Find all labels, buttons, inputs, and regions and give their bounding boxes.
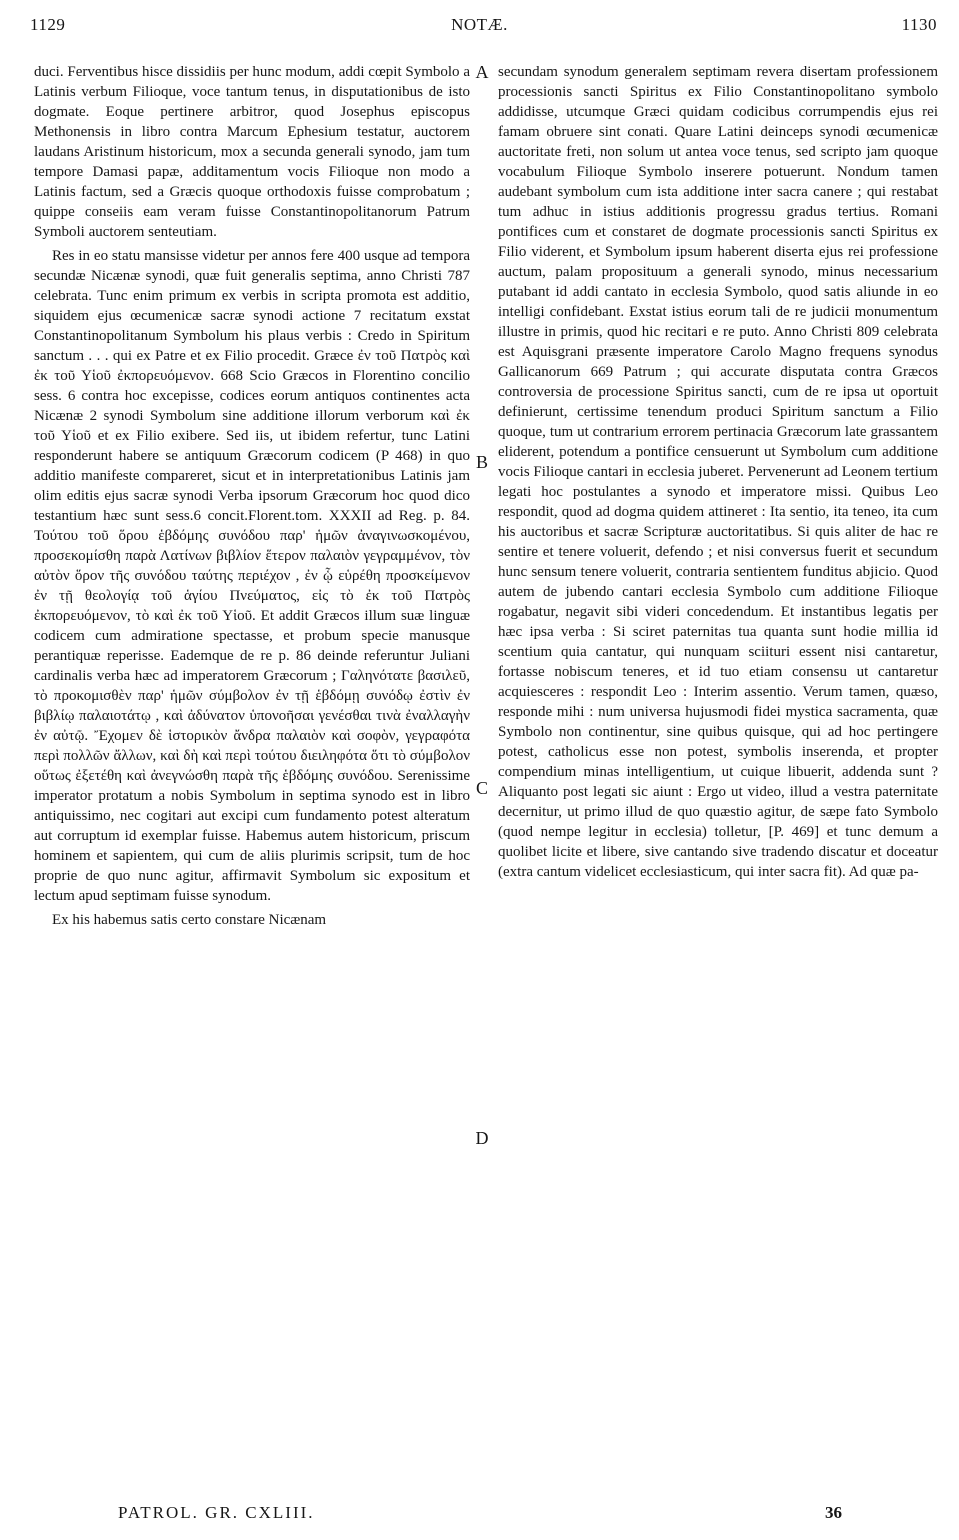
right-page-number: 1130: [901, 15, 937, 34]
margin-marker-a: A: [475, 62, 489, 82]
left-text-column: [34, 62, 470, 930]
margin-marker-b: B: [475, 452, 488, 472]
footer-signature: 36: [825, 1503, 842, 1522]
running-title: NOTÆ.: [451, 15, 508, 34]
left-page-number: 1129: [30, 15, 66, 34]
footer-series: PATROL. GR. CXLIII.: [118, 1503, 315, 1522]
left-paragraph-2: Res in eo statu mansisse videtur per annos fere 400 usque ad tempora secundæ Nicænæ synodi, quæ fuit generalis septima, anno Christi 787 celebrata. Tunc enim primum ex verbis in scripta promota est additio, siquidem ejus œcumenicæ sacræ synodi actione 7 recitatum exstat Constantinopolitanum Symbolum his plaus verbis : Credo in Spiritum sanctum . . . qui ex Patre et ex Filio procedit. Græce ἐν τοῦ Πατρὸς καὶ ἐκ τοῦ Υἱοῦ ἐκπορευόμενον. 668 Scio Græcos in Florentino concilio sess. 6 contra hoc excepisse, codices eorum antiquos continentes acta Nicænæ 2 synodi Symbolum sine additione illorum verborum καὶ ἐκ τοῦ Υἱοῦ et ex Filio exibere. Sed iis, ut ibidem refertur, tunc Latini responderunt habere se antiquum Græcorum codicem (P 468) in quo additio manifeste compareret, sicut et in interpretationibus Latinis jam olim editis ejus sacræ synodi Verba ipsorum Græcorum hoc quod dico testantium hæc sunt sess.6 concit.Florent.tom. XXXII ad Reg. p. 84. Τούτου τοῦ ὅρου ἑβδόμης συνόδου παρ' ἡμῶν ἀναγινωσκομένου, προσεκομίσθη παρὰ Λατίνων βιβλίον ἕτερον παλαιὸν γεγραμμένον, τὸν αὐτὸν ὅρον τῆς συνόδου ταύτης περιέχον , ἐν ᾧ εὑρέθη προσκείμενον ἐν τῇ θεολογίᾳ τοῦ ἁγίου Πνεύματος, εἰς τὸ ἐκ τοῦ Πατρὸς ἐκπορευόμενον, τὸ καὶ ἐκ τοῦ Υἱοῦ. Et addit Græcos illum suæ linguæ codicem cum admiratione spectasse, et probum specie manusque perantiquæ reperisse. Eademque de re p. 86 deinde referuntur Juliani cardinalis verba hæc ad imperatorem Græcorum ; Γαληνότατε βασιλεῦ, τὸ προκομισθὲν παρ' ἡμῶν σύμβολον ἐν τῇ ἑβδόμῃ συνόδῳ ἐστὶν ἐν βιβλίῳ παλαιοτάτῳ , καὶ ἀδύνατον ὑπονοῆσαι γενέσθαι τινὰ ἐναλλαγὴν ἐν αὐτῷ. Ἔχομεν δὲ ἱστορικὸν ἄνδρα παλαιὸν καὶ σοφὸν, γεγραφότα περὶ πολλῶν ἄλλων, καὶ δὴ καὶ περὶ τούτου διειληφότα ὅτι τὸ σύμβολον οὕτως ἐξετέθη καὶ ἀνεγνώσθη παρὰ τῆς ἑβδόμης συνόδου. Serenissime imperator protatum a nobis Symbolum in septima synodo est in libro antiquissimo, nec cogitari aut excipi cum fundamento potest alteratum aut corruptum id exemplar fuisse. Habemus autem historicum, priscum hominem et sapientem, qui cum de aliis plurimis scripsit, tum de hoc proprie de quo nunc agitur, affirmavit Symbolum sic expositum et lectum apud septimam fuisse synodum.: [34, 248, 470, 904]
right-paragraph-1: secundam synodum generalem septimam revera disertam professionem processionis sancti Spiritus ex Filio Constantinopolitano symbolo addidisse, utcumque Græci quidam codicibus corrumpendis ejus rei famam obruere sint conati. Quare Latini deinceps synodi œcumenicæ auctoritate freti, non solum ut antea voce tenus, sed scripto jam quoque vocabulum Filioque Symbolo inserere potuerunt. Nondum tamen audebant symbolum cum ista additione inter sacra canere ; qui restabat tum adhuc in istius additionis progressu gradus tertius. Romani pontifices cum et constaret de dogmate processionis sancti Spiritus ex Filio viderent, et Symbolum ipsum haberent diserta ejus rei professione auctum, palam proposituum a generali synodo, minus necessarium putabant id addi cantato in ecclesia Symbolo, quod satis aliunde in eo intelligi confidebant. Exstat istius eorum tali de re judicii monumentum illustre in primis, quod hic recitari e re puto. Anno Christi 809 celebrata est Aquisgrani præsente imperatore Carolo Magno frequens synodus Gallicanorum 669 Patrum ; qui accurate disputata contra Græcos controversia de processione Spiritus sancti, cum de re ipsa ut oportuit definierunt, certissime tenendum produci Spiritum sanctum a Filio quoque, tum ut contrarium errorem pertinacia Græcorum late grassantem eliderent, potendum a pontifice censuerunt ut Symbolum cum additione vocis Filioque cantari in ecclesia juberet. Pervenerunt ad Leonem tertium legati hoc postulantes a synodo et imperatore missi. Quibus Leo respondit, quod ad dogma quidem attineret : Ita sentio, ita teneo, ita cum his auctoribus et sacræ Scripturæ auctoritatibus. Si quis aliter de hac re sentire et tenere voluerit, defendo ; et nisi conversus fuerit et secundum hunc sensum tenere voluerit, contraria sentientem funditus abjicio. Quod autem de jubendo cantari ecclesia Symbolo cum additione Filioque rogabatur, negavit sibi videri concedendum. Et instantibus legatis per hæc ipsa verba : Si sciret paternitas tua quanta sunt hodie millia id scentium quia cantatur, qui nunquam sciituri essent nisi cantaretur, fortasse nobiscum teneres, et id tuo etiam consensu ut cantaretur acquiesceres : respondit Leo : Interim assentio. Verum tamen, quæso, responde mihi : num universa hujusmodi fidei mystica sacramenta, quæ Symbolo non continentur, sine quibus quisque, qui ad hoc pertingere potest, catholicus esse non potest, symbolis inserenda, et propter compendium minas intelligentium, ut cuique libuerit, addenda sunt ? Aliquanto post legati sic aiunt : Ergo ut video, illud a vestra paternitate decernitur, ut primo illud de quo quæstio agitur, de sæpe fato Symbolo (quod nempe legitur in ecclesia) tolletur, [P. 469] et tunc demum a quolibet licite et libere, sive cantando sive tradendo discatur et doceatur (extra cantum videlicet ecclesiasticum, qui inter sacra fit). Ad quæ pa-: [498, 64, 938, 880]
right-text-column: [498, 62, 938, 882]
left-paragraph-1: duci. Ferventibus hisce dissidiis per hunc modum, addi cœpit Symbolo a Latinis verbum Filioque, voce tantum tenus, in disputationibus de isto dogmate. Eoque pertinere arbitror, quod Josephus episcopus Methonensis in libro contra Marcum Ephesium testatur, auctorem laudans Aristinum historicum, mox a secunda generali synodo, jam tum tempore Damasi papæ, additamentum vocis Filioque non modo a Latinis factum, sed a Græcis quoque orthodoxis fuisse comprobatum ; quippe conseiis eam veram fuisse Constantinopolitanorum Patrum Symboli auctorem senteutiam.: [34, 64, 470, 240]
margin-marker-c: C: [475, 778, 488, 798]
margin-marker-d: D: [475, 1128, 489, 1148]
left-paragraph-3: Ex his habemus satis certo constare Nicænam: [52, 912, 327, 928]
